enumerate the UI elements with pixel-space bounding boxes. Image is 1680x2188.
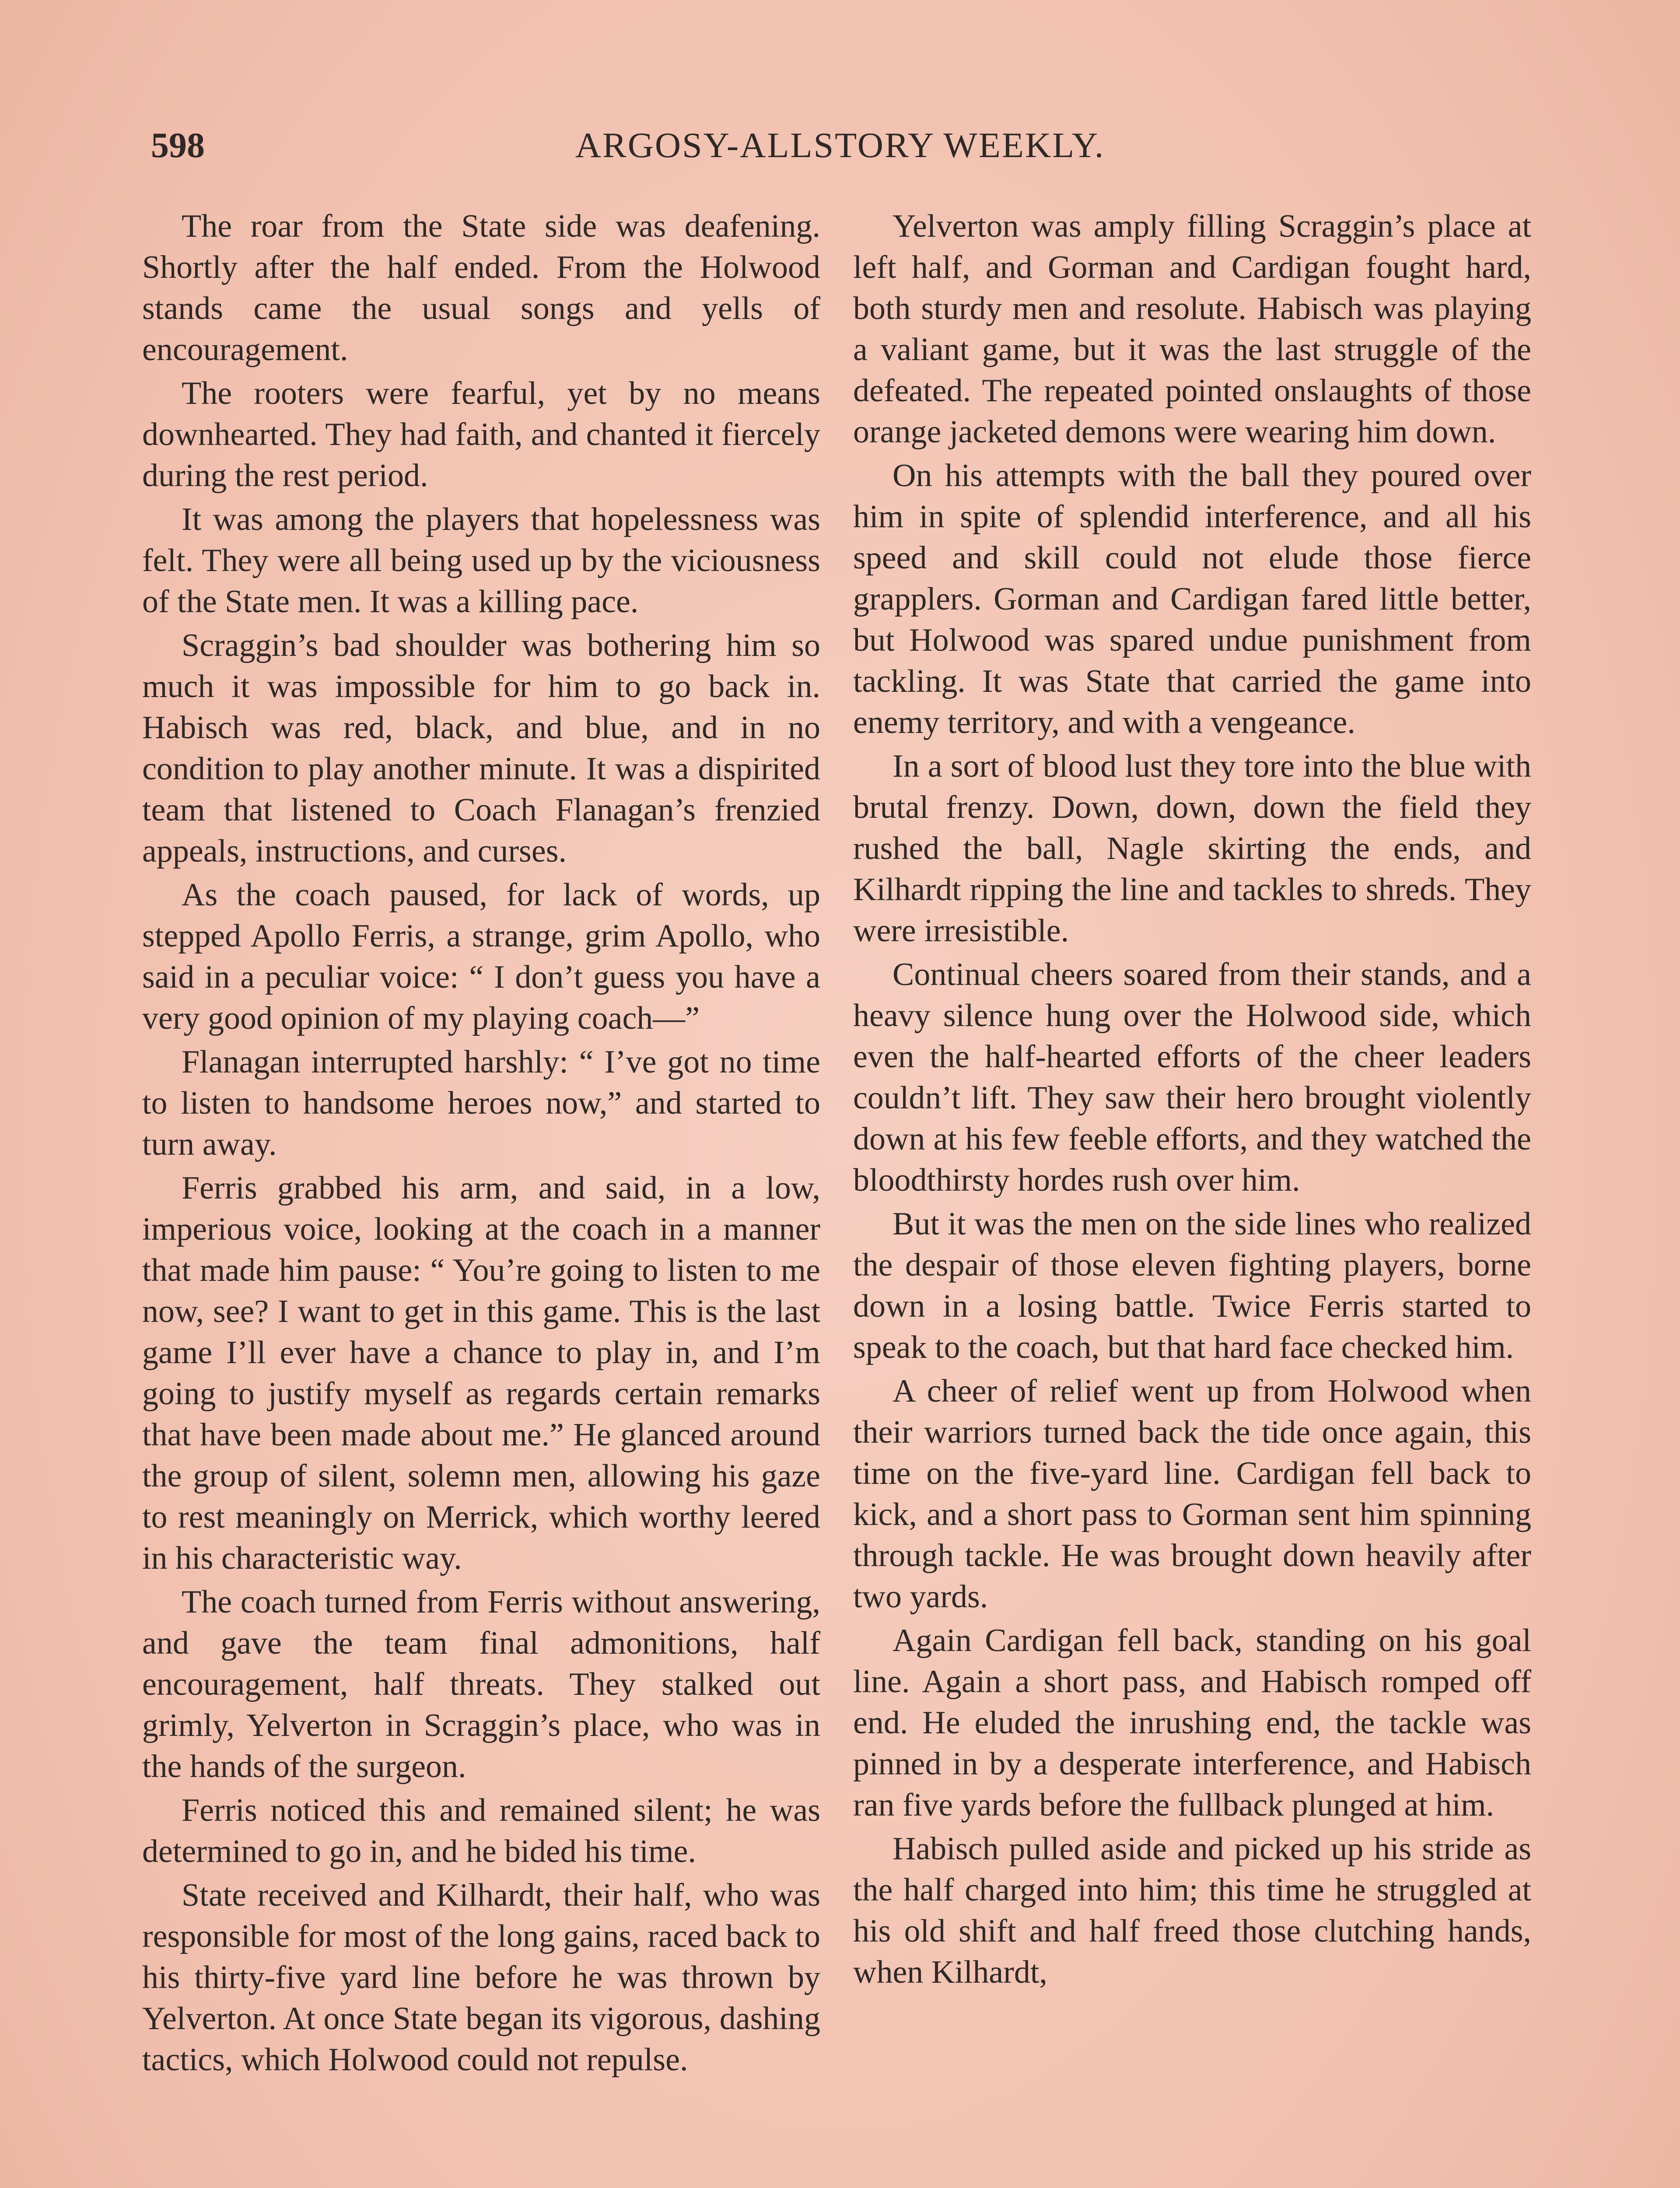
paragraph: Yelverton was amply filling Scraggin’s place at left half, and Gorman and Cardigan fought hard, both sturdy men and resolute. Habisch was playing a valiant game, but it was the last struggle of the defeated. The repeated pointed onslaughts of those orange jacketed demons were wearing him down. — [853, 208, 1531, 450]
paragraph: Habisch pulled aside and picked up his stride as the half charged into him; this time he struggled at his old shift and half freed those clutching hands, when Kilhardt, — [853, 1831, 1531, 1990]
paragraph: State received and Kilhardt, their half, who was responsible for most of the long gains, raced back to his thirty-five yard line before he was thrown by Yelverton. At once State began its vigorous, dashing tactics, which Holwood could not repulse. — [142, 1877, 820, 2078]
paragraph: As the coach paused, for lack of words, up stepped Apollo Ferris, a strange, grim Apollo, who said in a peculiar voice: “ I don’t guess you have a very good opinion of my playing coach—” — [142, 877, 820, 1036]
paragraph: A cheer of relief went up from Holwood when their warriors turned back the tide once again, this time on the five-yard line. Cardigan fell back to kick, and a short pass to Gorman sent him spinning through tackle. He was brought down heavily after two yards. — [853, 1373, 1531, 1615]
paragraph: Flanagan interrupted harshly: “ I’ve got no time to listen to handsome heroes now,” and started to turn away. — [142, 1044, 820, 1162]
paragraph: It was among the players that hopelessness was felt. They were all being used up by the viciousness of the State men. It was a killing pace. — [142, 501, 820, 620]
paragraph: Ferris noticed this and remained silent; he was determined to go in, and he bided his time. — [142, 1792, 820, 1869]
paragraph: On his attempts with the ball they poured over him in spite of splendid interference, and all his speed and skill could not elude those fierce grapplers. Gorman and Cardigan fared little better, but Holwood was spared undue punishment from tackling. It was State that carried the game into enemy territory, and with a vengeance. — [853, 458, 1531, 740]
paragraph: Ferris grabbed his arm, and said, in a low, imperious voice, looking at the coach in a manner that made him pause: “ You’re going to listen to me now, see? I want to get in this game. This is the last game I’ll ever have a chance to play in, and I’m going to justify myself as regards certain remarks that have been made about me.” He glanced around the group of silent, solemn men, allowing his gaze to rest meaningly on Merrick, which worthy leered in his characteristic way. — [142, 1170, 820, 1576]
paragraph: In a sort of blood lust they tore into the blue with brutal frenzy. Down, down, down the field they rushed the ball, Nagle skirting the ends, and Kilhardt ripping the line and tackles to shreds. They were irresistible. — [853, 748, 1531, 949]
paragraph: Again Cardigan fell back, standing on his goal line. Again a short pass, and Habisch romped off end. He eluded the inrushing end, the tackle was pinned in by a desperate interference, and Habisch ran five yards before the fullback plunged at him. — [853, 1623, 1531, 1823]
paragraph: The rooters were fearful, yet by no means downhearted. They had faith, and chanted it fiercely during the rest period. — [142, 375, 820, 494]
paragraph: But it was the men on the side lines who realized the despair of those eleven fighting players, borne down in a losing battle. Twice Ferris started to speak to the coach, but that hard face checked him. — [853, 1206, 1531, 1365]
page-number: 598 — [151, 125, 205, 165]
paragraph: Continual cheers soared from their stands, and a heavy silence hung over the Holwood side, which even the half-hearted efforts of the cheer leaders couldn’t lift. They saw their hero brought violently down at his few feeble efforts, and they watched the bloodthirsty hordes rush over him. — [853, 957, 1531, 1198]
right-column — [853, 206, 1531, 1995]
running-head: ARGOSY-ALLSTORY WEEKLY. — [575, 125, 1105, 165]
paragraph: The roar from the State side was deafening. Shortly after the half ended. From the Holwood stands came the usual songs and yells of encouragement. — [142, 208, 820, 368]
left-column — [142, 206, 820, 2083]
paragraph: Scraggin’s bad shoulder was bothering him so much it was impossible for him to go back in. Habisch was red, black, and blue, and in no condition to play another minute. It was a dispirited team that listened to Coach Flanagan’s frenzied appeals, instructions, and curses. — [142, 628, 820, 869]
paragraph: The coach turned from Ferris without answering, and gave the team final admonitions, half encouragement, half threats. They stalked out grimly, Yelverton in Scraggin’s place, who was in the hands of the surgeon. — [142, 1584, 820, 1785]
